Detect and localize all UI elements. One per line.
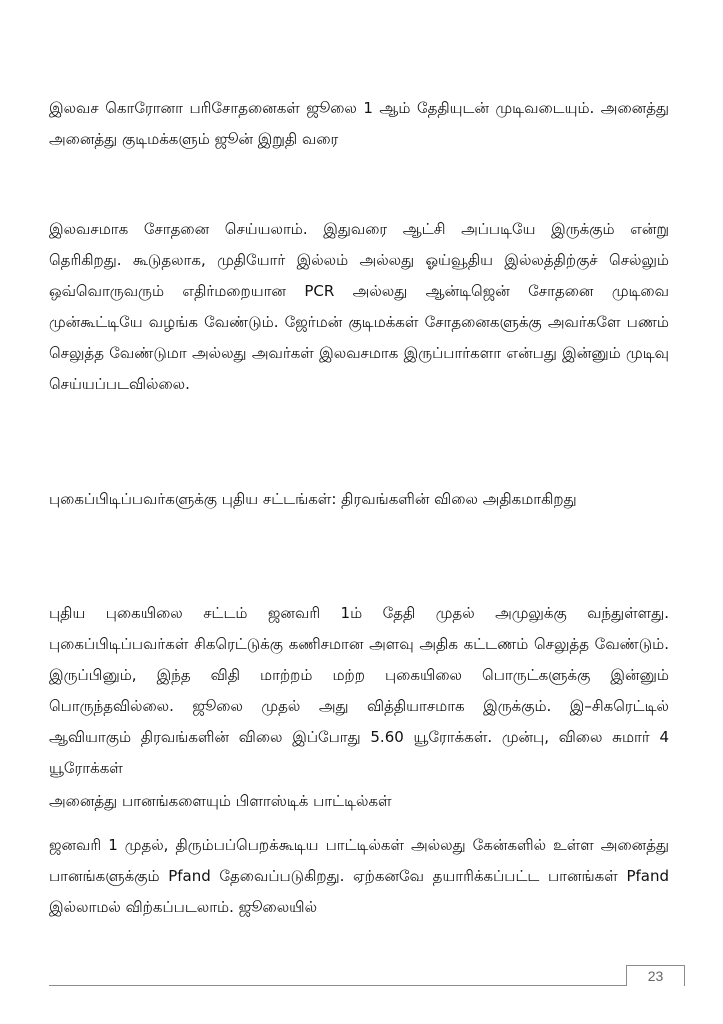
paragraph-testing-rules: இலவசமாக சோதனை செய்யலாம். இதுவரை ஆட்சி அப்படியே இருக்கும் என்று தெரிகிறது. கூடுதலாக, முதியோர் இல்லம் அல்லது ஓய்வூதிய இல்லத்திற்குச் செல்லும் ஒவ்வொருவரும் எதிர்மறையான PCR அல்லது ஆன்டிஜென் சோதனை முடிவை முன்கூட்டியே வழங்க வேண்டும். ஜேர்மன் குடிமக்கள் சோதனைகளுக்கு அவர்களே பணம் செலுத்த வேண்டுமா அல்லது அவர்கள் இலவசமாக இருப்பார்களா என்பது இன்னும் முடிவு செய்யப்படவில்லை. [49,220,669,393]
section-heading-plastic-bottles: அனைத்து பானங்களையும் பிளாஸ்டிக் பாட்டில்கள் [49,792,392,810]
paragraph-tobacco-law: புதிய புகையிலை சட்டம் ஜனவரி 1ம் தேதி முதல் அமுலுக்கு வந்துள்ளது. புகைப்பிடிப்பவர்கள் சிகரெட்டுக்கு கணிசமான அளவு அதிக கட்டணம் செலுத்த வேண்டும். இருப்பினும், இந்த விதி மாற்றம் மற்ற புகையிலை பொருட்களுக்கு இன்னும் பொருந்தவில்லை. ஜூலை முதல் அது வித்தியாசமாக இருக்கும். இ–சிகரெட்டில் ஆவியாகும் திரவங்களின் விலை இப்போது 5.60 யூரோக்கள். முன்பு, விலை சுமார் 4 யூரோக்கள் [49,604,669,777]
paragraph-free-corona-tests: இலவச கொரோனா பரிசோதனைகள் ஜூலை 1 ஆம் தேதியுடன் முடிவடையும். அனைத்து அனைத்து குடிமக்களும் ஜூன் இறுதி வரை [49,99,669,148]
section-heading-smokers-laws: புகைப்பிடிப்பவர்களுக்கு புதிய சட்டங்கள்: திரவங்களின் விலை அதிகமாகிறது [49,490,577,508]
footer-rule [49,985,679,986]
paragraph-pfand-deposit: ஜனவரி 1 முதல், திரும்பப்பெறக்கூடிய பாட்டில்கள் அல்லது கேன்களில் உள்ள அனைத்து பானங்களுக்கும் Pfand தேவைப்படுகிறது. ஏற்கனவே தயாரிக்கப்பட்ட பானங்கள் Pfand இல்லாமல் விற்கப்படலாம். ஜூலையில் [49,836,669,916]
page-number: 23 [626,965,685,986]
